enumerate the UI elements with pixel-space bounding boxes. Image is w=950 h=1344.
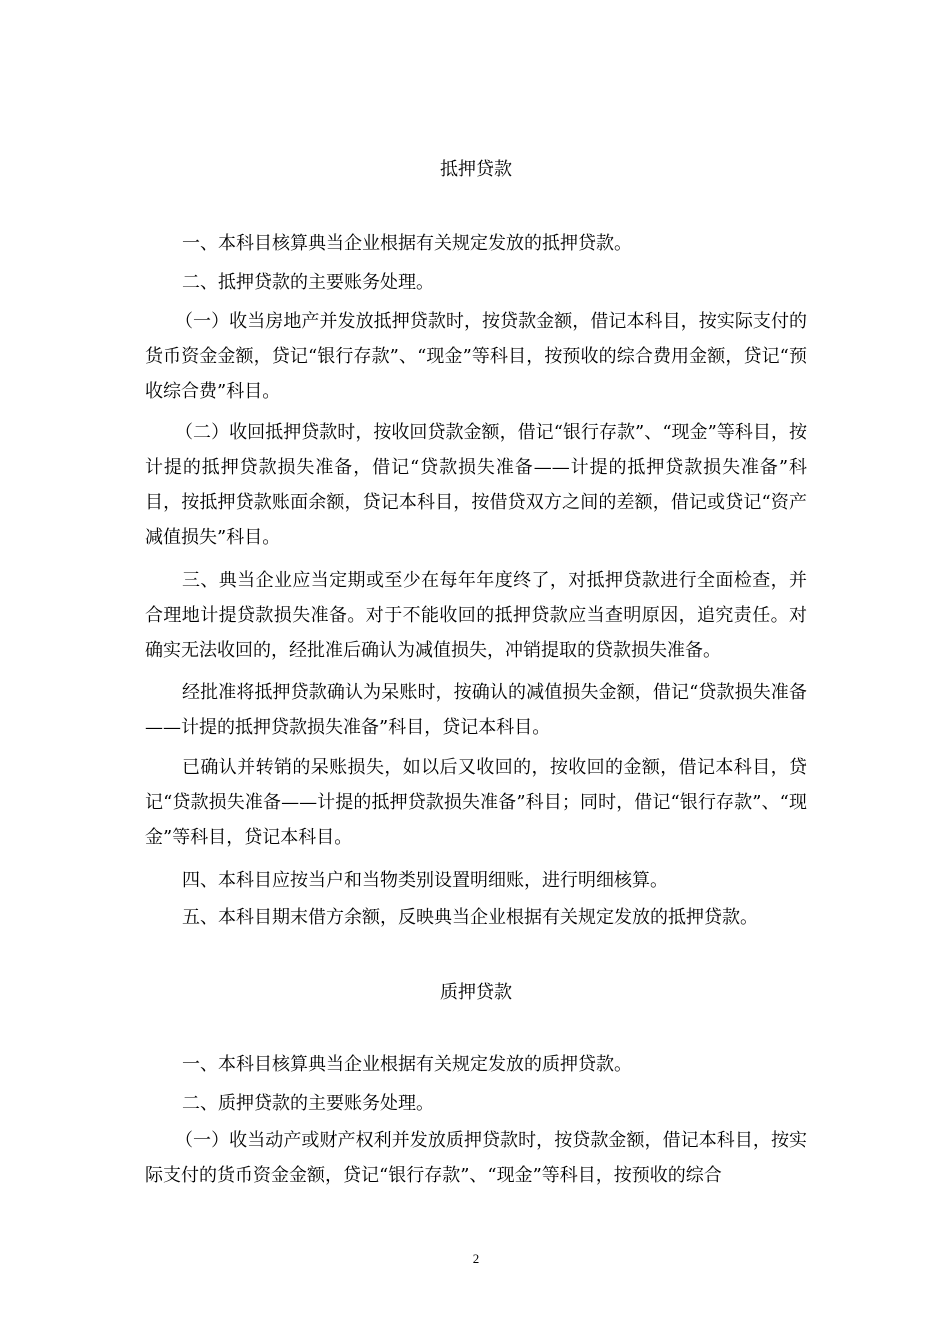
document-page [145, 0, 807, 1344]
paragraph-pledge-1: 一、本科目核算典当企业根据有关规定发放的质押贷款。 [182, 1054, 632, 1075]
paragraph-mortgage-5: 三、典当企业应当定期或至少在每年年度终了，对抵押贷款进行全面检查，并合理地计提贷款损失准备。对于不能收回的抵押贷款应当查明原因，追究责任。对确实无法收回的，经批准后确认为减值损失，冲销提取的贷款损失准备。 [145, 570, 807, 661]
paragraph-pledge-3: （一）收当动产或财产权利并发放质押贷款时，按贷款金额，借记本科目，按实际支付的货币资金金额，贷记“银行存款”、“现金”等科目，按预收的综合 [145, 1130, 807, 1186]
paragraph-mortgage-8: 四、本科目应按当户和当物类别设置明细账，进行明细核算。 [182, 870, 668, 891]
section-title-pledge-loan: 质押贷款 [440, 982, 512, 1003]
paragraph-mortgage-7: 已确认并转销的呆账损失，如以后又收回的，按收回的金额，借记本科目，贷记“贷款损失准备——计提的抵押贷款损失准备”科目；同时，借记“银行存款”、“现金”等科目，贷记本科目。 [145, 757, 807, 848]
paragraph-mortgage-2: 二、抵押贷款的主要账务处理。 [182, 272, 434, 293]
paragraph-mortgage-4: （二）收回抵押贷款时，按收回贷款金额，借记“银行存款”、“现金”等科目，按计提的抵押贷款损失准备，借记“贷款损失准备——计提的抵押贷款损失准备”科目，按抵押贷款账面余额，贷记本科目，按借贷双方之间的差额，借记或贷记“资产减值损失”科目。 [145, 422, 807, 548]
paragraph-mortgage-3: （一）收当房地产并发放抵押贷款时，按贷款金额，借记本科目，按实际支付的货币资金金额，贷记“银行存款”、“现金”等科目，按预收的综合费用金额，贷记“预收综合费”科目。 [145, 311, 807, 402]
paragraph-mortgage-1: 一、本科目核算典当企业根据有关规定发放的抵押贷款。 [182, 233, 632, 254]
paragraph-mortgage-9: 五、本科目期末借方余额，反映典当企业根据有关规定发放的抵押贷款。 [182, 907, 758, 928]
paragraph-mortgage-6: 经批准将抵押贷款确认为呆账时，按确认的减值损失金额，借记“贷款损失准备——计提的抵押贷款损失准备”科目，贷记本科目。 [145, 682, 807, 738]
paragraph-pledge-2: 二、质押贷款的主要账务处理。 [182, 1093, 434, 1114]
section-title-mortgage-loan: 抵押贷款 [440, 159, 512, 180]
page-number: 2 [472, 1251, 480, 1266]
